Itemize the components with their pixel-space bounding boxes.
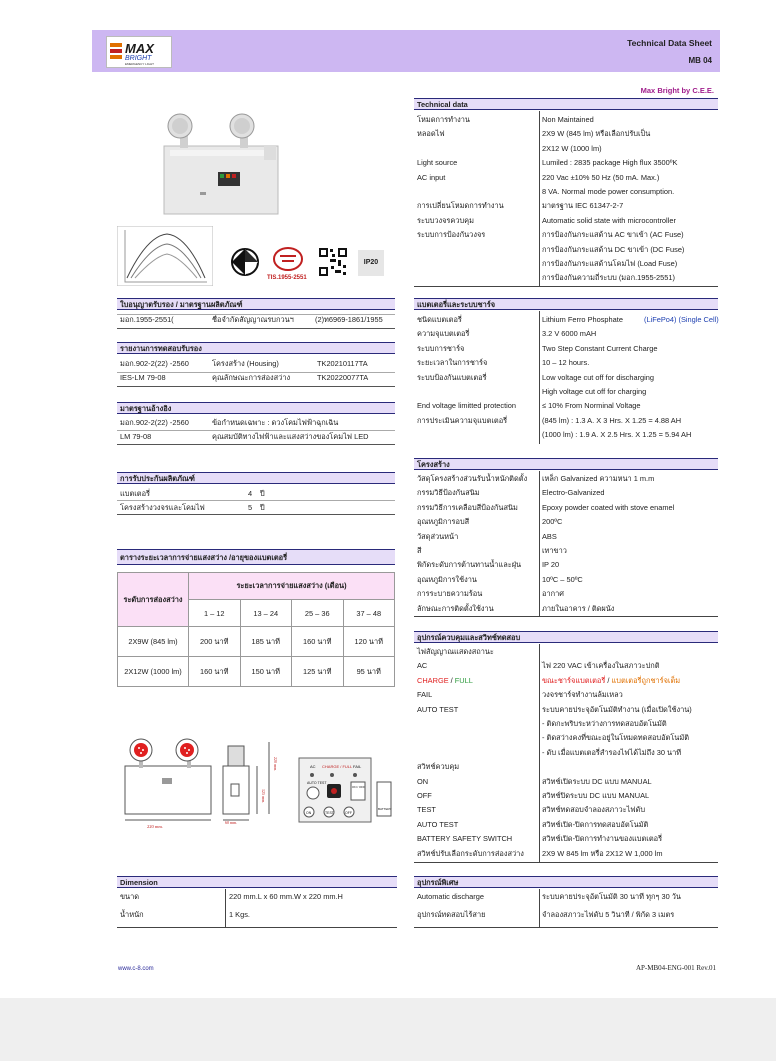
spec-value: มาตรฐาน IEC 61347-2-7 — [542, 201, 624, 211]
cert-description: ชื่อจำกัดสัญญาณรบกวนฯ — [212, 315, 294, 324]
panel-charge-label: CHARGE / FULL — [322, 764, 353, 769]
duration-value-cell: 160 นาที — [292, 627, 344, 657]
control-label: FAIL — [417, 690, 433, 700]
battery-value: Lithium Ferro Phosphate — [542, 315, 623, 324]
dimension-divider — [225, 889, 226, 927]
dimension-size-label: ขนาด — [120, 892, 140, 901]
battery-value: Two Step Constant Current Charge — [542, 343, 658, 353]
warranty-unit: ปี — [260, 503, 265, 512]
certification-header: ใบอนุญาตรับรอง / มาตรฐานผลิตภัณฑ์ — [117, 298, 395, 310]
control-label: สวิทช์ควบคุม — [417, 762, 460, 772]
panel-onoff-label: ON / OFF — [352, 785, 365, 789]
cert-standard: มอก.1955-2551( — [120, 315, 174, 324]
charge-full-label — [417, 677, 473, 684]
panel-on-label: ON — [306, 811, 312, 815]
brand-logo-icon — [107, 37, 171, 67]
mid-height-dimension: 125 mm. — [261, 789, 266, 804]
duration-header: ตารางระยะเวลาการจ่ายแสงสว่าง /อายุของแบตเตอรี่ — [117, 549, 395, 565]
dimension-weight-label: น้ำหนัก — [120, 910, 144, 919]
control-label: ON — [417, 776, 429, 786]
special-value: จำลองสภาวะไฟดับ 5 วินาที / พิกัด 3 เมตร — [542, 910, 675, 919]
battery-value: 10 – 12 hours. — [542, 358, 590, 368]
control-value: สวิทช์เปิดระบบ DC แบบ MANUAL — [542, 776, 652, 786]
test-report-header: รายงานการทดสอบรับรอง — [117, 342, 395, 354]
control-value: สวิทช์เปิด-ปิดการทดสอบอัตโนมัติ — [542, 819, 649, 829]
structure-label: วัสดุส่วนหน้า — [417, 531, 459, 541]
duration-value-cell: 95 นาที — [343, 657, 395, 687]
reference-description: ข้อกำหนดเฉพาะ : ดวงโคมไฟฟ้าฉุกเฉิน — [212, 418, 339, 427]
controls-divider — [539, 644, 540, 862]
control-value: สวิทช์ทดสอบจำลองสภาวะไฟดับ — [542, 805, 646, 815]
separator: / — [605, 675, 612, 685]
charge-label: CHARGE — [417, 675, 449, 685]
control-label: OFF — [417, 791, 432, 800]
height-dimension: 220 mm. — [273, 757, 278, 772]
spec-value: 2X12 W (1000 lm) — [542, 143, 602, 153]
month-cell: 25 – 36 — [292, 600, 344, 627]
warranty-years: 5 — [248, 503, 253, 512]
row-rule — [117, 314, 395, 315]
dimension-header: Dimension — [117, 876, 397, 888]
panel-battery-label: BATTERY — [378, 807, 392, 811]
spec-value: การป้องกันกระแสด้าน DC ขาเข้า (DC Fuse) — [542, 244, 685, 254]
battery-chemistry-note: (LiFePo4) (Single Cell) — [644, 315, 719, 324]
footer-doc-code: AP-MB04-ENG-001 Rev.01 — [635, 964, 716, 972]
structure-value: ABS — [542, 531, 557, 541]
report-number: TK20210117TA — [317, 359, 368, 368]
battery-header: แบตเตอรี่และระบบชาร์จ — [414, 298, 718, 310]
control-value: ไฟ 220 VAC เข้าเครื่องในสภาวะปกติ — [542, 661, 660, 671]
structure-label: พิกัดระดับการต้านทานน้ำและฝุ่น — [417, 560, 522, 570]
structure-value: ภายในอาคาร / ติดผนัง — [542, 603, 615, 613]
ip-rating-badge: IP20 — [358, 250, 384, 276]
control-value: - ติดสว่างคงที่ขณะอยู่ในโหมดทดสอบอัตโนมัติ — [542, 733, 690, 743]
depth-dimension: 60 mm. — [225, 820, 238, 825]
battery-value: ≤ 10% From Norminal Voltage — [542, 401, 641, 411]
reference-standard: มอก.902-2(22) -2560 — [120, 418, 189, 427]
special-bottom-rule — [414, 927, 718, 928]
model-code: MB 04 — [688, 56, 712, 65]
structure-value: Electro-Galvanized — [542, 488, 605, 498]
battery-label: ชนิดแบตเตอรี่ — [417, 315, 462, 324]
spec-value: Lumiled : 2835 package High flux 3500ºK — [542, 158, 678, 168]
battery-label: ระบบการชาร์จ — [417, 343, 465, 353]
duration-value-cell: 160 นาที — [189, 657, 241, 687]
test-report-rule — [117, 386, 395, 387]
dimension-size-value: 220 mm.L x 60 mm.W x 220 mm.H — [229, 892, 343, 901]
report-number: TK20220077TA — [317, 373, 369, 382]
structure-label: กรรมวิธีการเคลือบสีป้องกันสนิม — [417, 502, 518, 512]
duration-value-cell: 200 นาที — [189, 627, 241, 657]
special-label: อุปกรณ์ทดสอบไร้สาย — [417, 910, 486, 919]
dimension-bottom-rule — [117, 927, 397, 928]
control-label: AC — [417, 661, 428, 671]
control-label: AUTO TEST — [417, 819, 459, 829]
row-label-cell: 2X9W (845 lm) — [118, 627, 189, 657]
warranty-item: แบตเตอรี่ — [120, 489, 150, 498]
controls-bottom-rule — [414, 862, 718, 863]
panel-off-label: OFF — [345, 811, 352, 815]
report-subject: โครงสร้าง (Housing) — [212, 359, 279, 368]
battery-label: ระยะเวลาในการชาร์จ — [417, 358, 488, 368]
structure-label: อุณหภูมิการใช้งาน — [417, 574, 477, 584]
control-label: AUTO TEST — [417, 704, 459, 714]
structure-value: Epoxy powder coated with stove enamel — [542, 502, 675, 512]
structure-value: 200ºC — [542, 517, 563, 527]
reference-rule — [117, 444, 395, 445]
panel-test-label: TEST — [325, 811, 334, 815]
special-divider — [539, 889, 540, 927]
structure-label: กรรมวิธีป้องกันสนิม — [417, 488, 480, 498]
structure-divider — [539, 471, 540, 616]
full-text: แบตเตอรี่ถูกชาร์จเต็ม — [611, 675, 681, 685]
brand-logo — [106, 36, 172, 68]
spec-value: การป้องกันกระแสด้าน AC ขาเข้า (AC Fuse) — [542, 230, 684, 240]
spec-value: 220 Vac ±10% 50 Hz (50 mA. Max.) — [542, 172, 660, 182]
control-value: สวิทช์ปิดระบบ DC แบบ MANUAL — [542, 791, 650, 800]
full-label: FULL — [454, 675, 473, 685]
warranty-rule — [117, 514, 395, 515]
spec-label: Light source — [417, 158, 458, 168]
structure-label: การระบายความร้อน — [417, 589, 483, 599]
certification-rule — [117, 328, 395, 329]
spec-value: การป้องกันกระแสด้านโคมไฟ (Load Fuse) — [542, 259, 678, 268]
cert-number: (2)ท6969-1861/1955 — [315, 315, 383, 324]
control-value: ระบบคายประจุอัตโนมัติทำงาน (เมื่อเปิดใช้งาน) — [542, 704, 692, 714]
structure-bottom-rule — [414, 616, 718, 617]
logo-text-max: MAX — [125, 41, 154, 56]
duration-table — [117, 572, 395, 687]
battery-label: ระบบป้องกันแบตเตอรี่ — [417, 372, 487, 382]
technical-data-header: Technical data — [414, 98, 718, 110]
report-subject: คุณลักษณะการส่องสว่าง — [212, 373, 291, 382]
width-dimension: 220 mm. — [147, 824, 164, 829]
dimension-weight-value: 1 Kgs. — [229, 910, 250, 919]
battery-value: 3.2 V 6000 mAH — [542, 329, 597, 339]
brand-byline: Max Bright by C.E.E. — [640, 86, 714, 95]
tis-label: TIS.1955-2551 — [267, 275, 307, 281]
battery-value: High voltage cut off for charging — [542, 387, 647, 396]
battery-value: Low voltage cut off for discharging — [542, 372, 655, 382]
panel-auto-test-label: AUTO TEST — [307, 781, 327, 785]
spec-label: โหมดการทำงาน — [417, 115, 470, 124]
row-rule — [117, 430, 395, 431]
month-cell: 37 – 48 — [343, 600, 395, 627]
structure-value: 10ºC – 50ºC — [542, 574, 583, 584]
separator: / — [448, 675, 455, 685]
structure-header: โครงสร้าง — [414, 458, 718, 470]
control-value: วงจรชาร์จทำงานล้มเหลว — [542, 690, 623, 700]
logo-text-bright: BRIGHT — [125, 55, 152, 62]
control-label: ไฟสัญญาณแสดงสถานะ — [417, 647, 494, 656]
row-rule — [117, 500, 395, 501]
structure-label: วัสดุโครงสร้างส่วนรับน้ำหนักติดตั้ง — [417, 474, 528, 483]
spec-value: การป้องกันความถี่ระบบ (มอก.1955-2551) — [542, 273, 675, 283]
dimension-drawing — [117, 738, 397, 834]
month-cell: 1 – 12 — [189, 600, 241, 627]
period-header-cell: ระยะเวลาการจ่ายแสงสว่าง (เดือน) — [189, 573, 395, 600]
logo-text-sub: EMERGENCY LIGHT — [125, 62, 154, 66]
duration-value-cell: 185 นาที — [240, 627, 292, 657]
level-header-cell: ระดับการส่องสว่าง — [118, 573, 189, 627]
tis-mark-icon — [270, 246, 306, 272]
battery-value: (1000 lm) : 1.9 A. X 2.5 Hrs. X 1.25 = 5.94 AH — [542, 430, 692, 440]
structure-label: ลักษณะการติดตั้งใช้งาน — [417, 603, 494, 613]
panel-fail-label: FAIL — [353, 764, 362, 769]
photometric-diagram — [117, 226, 213, 286]
structure-value: เหล็ก Galvanized ความหนา 1 m.m — [542, 474, 655, 483]
warranty-years: 4 — [248, 489, 253, 498]
control-value: 2X9 W 845 lm หรือ 2X12 W 1,000 lm — [542, 848, 663, 858]
duration-value-cell: 125 นาที — [292, 657, 344, 687]
warranty-item: โครงสร้างวงจรและโคมไฟ — [120, 503, 205, 512]
structure-label: สี — [417, 546, 422, 555]
safety-mark-icon — [230, 247, 260, 277]
battery-label: End voltage limitted protection — [417, 401, 517, 411]
spec-value: 8 VA. Normal mode power consumption. — [542, 187, 675, 196]
spec-label: การเปลี่ยนโหมดการทำงาน — [417, 201, 504, 211]
technical-bottom-rule — [414, 286, 718, 287]
report-standard: IES-LM 79-08 — [120, 373, 166, 382]
panel-ac-label: AC — [310, 764, 316, 769]
row-label-cell: 2X12W (1000 lm) — [118, 657, 189, 687]
spec-value: Non Maintained — [542, 115, 594, 124]
header-banner — [92, 30, 720, 72]
reference-header: มาตรฐานอ้างอิง — [117, 402, 395, 414]
control-label: BATTERY SAFETY SWITCH — [417, 834, 513, 844]
warranty-header: การรับประกันผลิตภัณฑ์ — [117, 472, 395, 484]
control-value: - ติดกะพริบระหว่างการทดสอบอัตโนมัติ — [542, 719, 667, 728]
structure-value: อากาศ — [542, 589, 564, 599]
control-value: สวิทช์เปิด-ปิดการทำงานของแบตเตอรี่ — [542, 834, 663, 844]
spec-value: 2X9 W (845 lm) หรือเลือกปรับเป็น — [542, 129, 651, 139]
document-title: Technical Data Sheet — [627, 38, 712, 48]
structure-value: IP 20 — [542, 560, 560, 570]
charge-full-value — [542, 677, 680, 684]
month-cell: 13 – 24 — [240, 600, 292, 627]
control-label: TEST — [417, 805, 436, 815]
structure-value: เทาขาว — [542, 546, 567, 555]
reference-description: คุณสมบัติทางไฟฟ้าและแสงสว่างของโคมไฟ LED — [212, 432, 369, 441]
reference-standard: LM 79-08 — [120, 432, 152, 441]
spec-label: หลอดไฟ — [417, 129, 445, 139]
control-value: - ดับ เมื่อแบตเตอรี่สำรองไฟได้ไม่ถึง 30 นาที — [542, 747, 682, 757]
special-value: ระบบคายประจุอัตโนมัติ 30 นาที ทุกๆ 30 วัน — [542, 892, 681, 901]
spec-label: ระบบวงจรควบคุม — [417, 215, 474, 225]
report-standard: มอก.902-2(22) -2560 — [120, 359, 189, 368]
structure-label: อุณหภูมิการอบสี — [417, 517, 470, 527]
duration-value-cell: 150 นาที — [240, 657, 292, 687]
battery-label: ความจุแบตเตอรี่ — [417, 329, 470, 339]
qr-code-icon — [318, 247, 348, 277]
battery-value: (845 lm) : 1.3 A. X 3 Hrs. X 1.25 = 4.88 AH — [542, 415, 682, 425]
duration-value-cell: 120 นาที — [343, 627, 395, 657]
spec-value: Automatic solid state with microcontroller — [542, 215, 676, 225]
charge-text: ขณะชาร์จแบตเตอรี่ — [542, 675, 606, 685]
special-label: Automatic discharge — [417, 892, 484, 901]
battery-chemistry-wrap — [644, 316, 719, 323]
spec-label: AC input — [417, 172, 446, 182]
control-label: สวิทช์ปรับเลือกระดับการส่องสว่าง — [417, 848, 524, 858]
special-header: อุปกรณ์พิเศษ — [414, 876, 718, 888]
product-photo — [160, 112, 290, 222]
spec-label: ระบบการป้องกันวงจร — [417, 230, 486, 240]
footer-url: www.c-8.com — [118, 966, 154, 972]
warranty-unit: ปี — [260, 489, 265, 498]
battery-label: การประเมินความจุแบตเตอรี่ — [417, 415, 508, 425]
battery-divider — [539, 311, 540, 444]
technical-divider — [539, 111, 540, 286]
controls-header: อุปกรณ์ควบคุมและสวิทช์ทดสอบ — [414, 631, 718, 643]
